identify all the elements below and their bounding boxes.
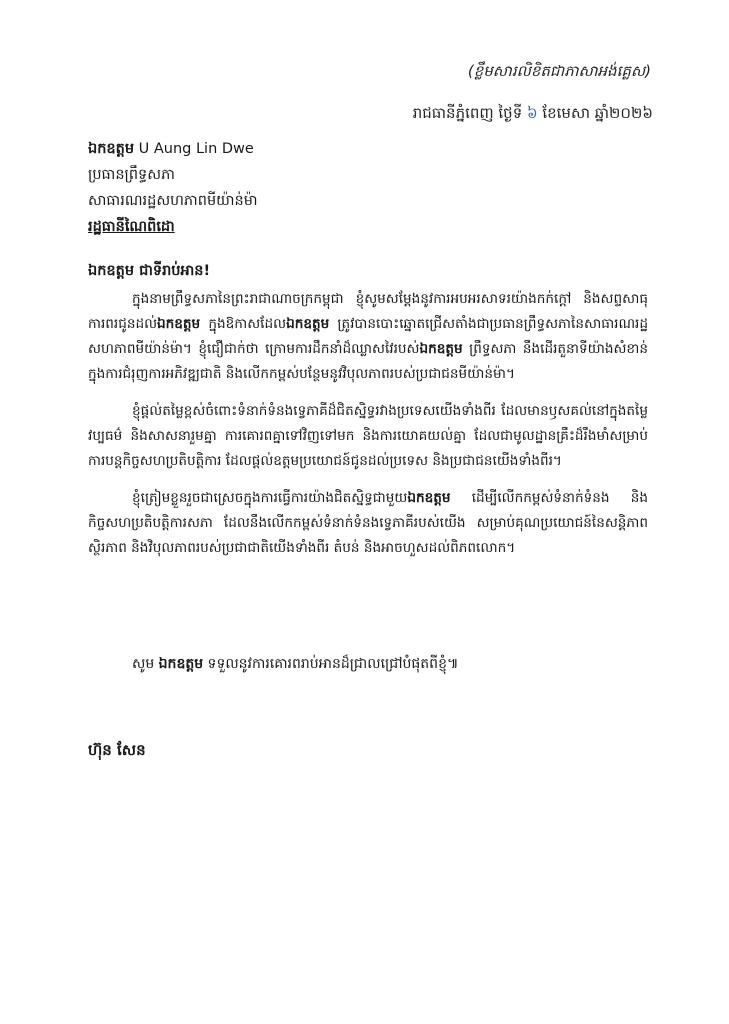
honorific-bold: ឯកឧត្តម: [407, 490, 451, 506]
addressee-city: រដ្ឋធានីណៃពិដោ: [88, 219, 175, 235]
paragraph-text: ដើម្បីលើកកម្ពស់ទំនាក់ទំនង និងកិច្ចសហប្រតិបត្តិការសភា ដែលនឹងលើកកម្ពស់ទំនាក់ទំនងទ្វេភាគីរបស់យើង សម្រាប់គុណប្រយោជន៍នៃសន្តិភាព ស្ថិរភាព និងវិបុលភាពរបស់ប្រជាជាតិយើងទាំងពីរ តំបន់ និងអាចហួសដល់ពិភពលោក។: [88, 490, 648, 556]
translation-note: (ខ្លឹមសារលិខិតជាភាសាអង់គ្លេស): [467, 62, 651, 80]
paragraph-text: ព្រឹទ្ធសភា នឹងដើរតួនាទីយ៉ាងសំខាន់ក្នុងការជំរុញការអភិវឌ្ឍជាតិ និងលើកកម្ពស់បន្ថែមនូវវិបុលភាពរបស់ប្រជាជនមីយ៉ាន់ម៉ា។: [88, 341, 648, 382]
closing-text: ទទួលនូវការគោរពរាប់អានដ៏ជ្រាលជ្រៅបំផុតពីខ្ញុំ៕: [203, 656, 459, 672]
body-paragraph-1: [88, 287, 648, 387]
addressee-title: ប្រធានព្រឹទ្ធសភា: [88, 167, 175, 183]
date-suffix: ខែមេសា ឆ្នាំ២០២៦: [537, 104, 653, 122]
signature-name: ហ៊ុន សែន: [88, 741, 146, 759]
body-paragraph-2: [88, 399, 648, 474]
paragraph-text: ត្រូវបានបោះឆ្នោតជ្រើសតាំងជាប្រធានព្រឹទ្ធសភានៃសាធារណរដ្ឋសហភាពមីយ៉ាន់ម៉ា។ ខ្ញុំជឿជាក់ថា ក្រោមការដឹកនាំដ៏ឈ្លាសវៃរបស់: [88, 316, 648, 357]
addressee-block: [88, 136, 648, 240]
paragraph-text: ក្នុងឱកាសដែល: [200, 316, 287, 332]
honorific-bold: ឯកឧត្តម: [157, 316, 201, 332]
addressee-honorific: ឯកឧត្តម: [88, 141, 135, 157]
letter-body: [88, 287, 648, 573]
addressee-name-line: [88, 136, 648, 162]
body-paragraph-3: [88, 486, 648, 561]
honorific-bold: ឯកឧត្តម: [419, 341, 463, 357]
closing-text: សូម: [132, 656, 159, 672]
addressee-country: សាធារណរដ្ឋសហភាពមីយ៉ាន់ម៉ា: [88, 193, 258, 209]
paragraph-text: ខ្ញុំត្រៀមខ្លួនរួចជាស្រេចក្នុងការធ្វើការយ៉ាងជិតស្និទ្ធជាមួយ: [132, 490, 408, 506]
date-prefix: រាជធានីភ្នំពេញ ថ្ងៃទី: [412, 104, 527, 122]
salutation: ឯកឧត្តម ជាទីរាប់អាន!: [88, 263, 211, 279]
paragraph-text: ក្នុងនាមព្រឹទ្ធសភានៃព្រះរាជាណាចក្រកម្ពុជា ខ្ញុំសូមសម្តែងនូវការអបអរសាទរយ៉ាងកក់ក្តៅ និងសព្ទសាធុការពរជូនដល់: [88, 291, 648, 332]
honorific-bold: ឯកឧត្តម: [286, 316, 330, 332]
date-day: ៦: [527, 104, 538, 122]
paragraph-text: ខ្ញុំផ្តល់តម្លៃខ្ពស់ចំពោះទំនាក់ទំនងទ្វេភាគីដ៏ជិតស្និទ្ធរវាងប្រទេសយើងទាំងពីរ ដែលមានឫសគល់នៅក្នុងតម្លៃវប្បធម៌ និងសាសនារួមគ្នា ការគោរពគ្នាទៅវិញទៅមក និងការយោគយល់គ្នា ដែលជាមូលដ្ឋានគ្រឹះដ៏រឹងមាំសម្រាប់ការបន្តកិច្ចសហប្រតិបត្តិការ ដែលផ្តល់ឧត្តមប្រយោជន៍ជូនដល់ប្រទេស និងប្រជាជនយើងទាំងពីរ។: [88, 403, 648, 469]
honorific-bold: ឯកឧត្តម: [158, 656, 204, 672]
closing-line: [132, 651, 652, 677]
addressee-name: U Aung Lin Dwe: [134, 141, 254, 157]
dateline: [413, 104, 653, 126]
